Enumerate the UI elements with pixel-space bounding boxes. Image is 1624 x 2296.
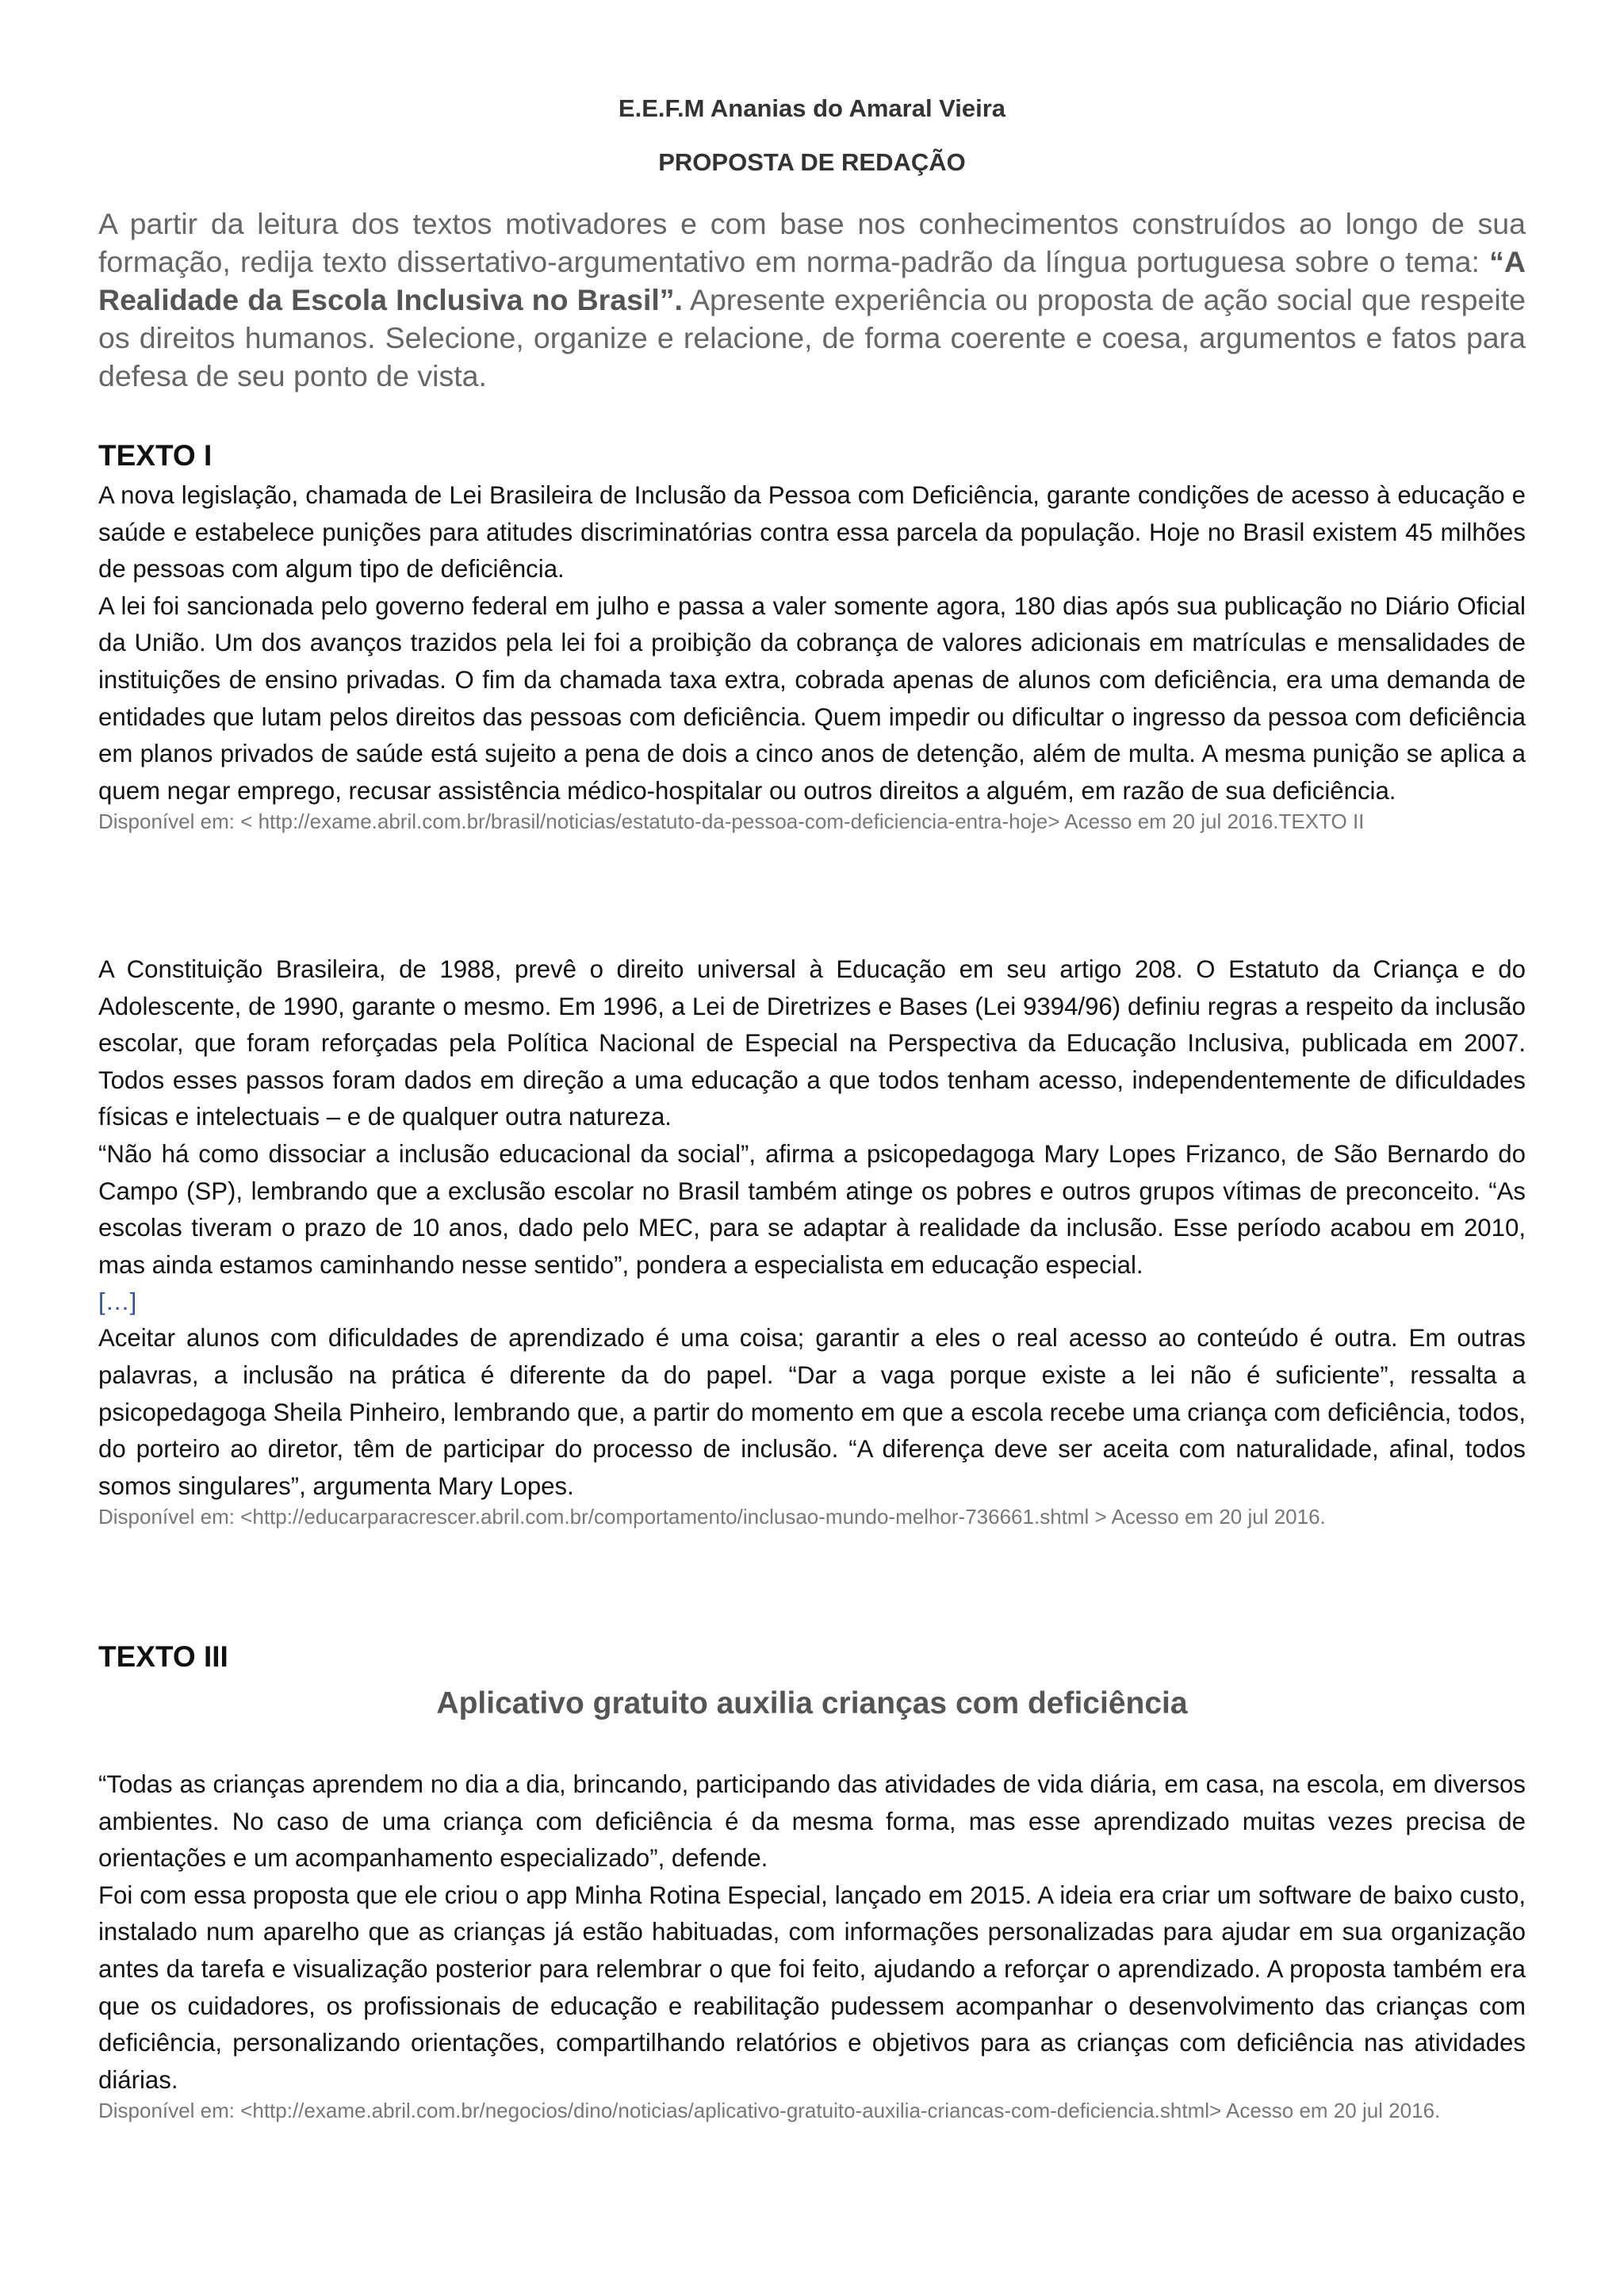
essay-prompt [98, 205, 1526, 395]
texto-3-subtitle-block [98, 1686, 1526, 1722]
prompt-before: A partir da leitura dos textos motivadores e com base nos conhecimentos construídos ao longo de sua formação, redija texto dissertativo-argumentativo em norma-padrão da língua portuguesa sobre o tema: [98, 207, 1526, 278]
texto-1-section [98, 438, 1526, 473]
texto-3-source: Disponível em: <http://exame.abril.com.br/negocios/dino/noticias/aplicativo-gratuito-auxilia-criancas-com-deficiencia.shtml> Acesso em 20 jul 2016. [98, 2099, 1441, 2123]
prompt-text [98, 205, 1526, 395]
texto-1-body [98, 477, 1526, 834]
proposal-title: PROPOSTA DE REDAÇÃO [658, 148, 966, 176]
prompt-after: Apresente experiência ou proposta de ação social que respeite os direitos humanos. Selecione, organize e relacione, de forma coerente e coesa, argumentos e fatos para defesa de seu ponto de vista. [98, 283, 1526, 392]
texto-3-paragraph: Foi com essa proposta que ele criou o app Minha Rotina Especial, lançado em 2015. A ideia era criar um software de baixo custo, instalado num aparelho que as crianças já estão habituadas, com informações personalizadas para ajudar em sua organização antes da tarefa e visualização posterior para relembrar o que foi feito, ajudando a reforçar o aprendizado. A proposta também era que os cuidadores, os profissionais de educação e reabilitação pudessem acompanhar o desenvolvimento das crianças com deficiência, personalizando orientações, compartilhando relatórios e objetivos para as crianças com deficiência nas atividades diárias. [98, 1881, 1526, 2094]
header [98, 94, 1526, 192]
texto-1-heading: TEXTO I [98, 439, 213, 472]
texto-1-paragraph: A nova legislação, chamada de Lei Brasileira de Inclusão da Pessoa com Deficiência, garante condições de acesso à educação e saúde e estabelece punições para atitudes discriminatórias contra essa parcela da população. Hoje no Brasil existem 45 milhões de pessoas com algum tipo de deficiência. [98, 481, 1526, 584]
texto-3-section [98, 1640, 1526, 1674]
texto-2-paragraph: A Constituição Brasileira, de 1988, prevê o direito universal à Educação em seu artigo 208. O Estatuto da Criança e do Adolescente, de 1990, garante o mesmo. Em 1996, a Lei de Diretrizes e Bases (Lei 9394/96) definiu regras a respeito da inclusão escolar, que foram reforçadas pela Política Nacional de Especial na Perspectiva da Educação Inclusiva, publicada em 2007. Todos esses passos foram dados em direção a uma educação a que todos tenham acesso, independentemente de dificuldades físicas e intelectuais – e de qualquer outra natureza. [98, 955, 1526, 1131]
texto-1-paragraph: A lei foi sancionada pelo governo federal em julho e passa a valer somente agora, 180 dias após sua publicação no Diário Oficial da União. Um dos avanços trazidos pela lei foi a proibição da cobrança de valores adicionais em matrículas e mensalidades de instituições de ensino privadas. O fim da chamada taxa extra, cobrada apenas de alunos com deficiência, era uma demanda de entidades que lutam pelos direitos das pessoas com deficiência. Quem impedir ou dificultar o ingresso da pessoa com deficiência em planos privados de saúde está sujeito a pena de dois a cinco anos de detenção, além de multa. A mesma punição se aplica a quem negar emprego, recusar assistência médico-hospitalar ou outros direitos a alguém, em razão de sua deficiência. [98, 591, 1526, 805]
texto-2-source: Disponível em: <http://educarparacrescer.abril.com.br/comportamento/inclusao-mundo-melhor-736661.shtml > Acesso em 20 jul 2016. [98, 1505, 1326, 1529]
texto-2-paragraph: “Não há como dissociar a inclusão educacional da social”, afirma a psicopedagoga Mary Lopes Frizanco, de São Bernardo do Campo (SP), lembrando que a exclusão escolar no Brasil também atinge os pobres e outros grupos vítimas de preconceito. “As escolas tiveram o prazo de 10 anos, dado pelo MEC, para se adaptar à realidade da inclusão. Esse período acabou em 2010, mas ainda estamos caminhando nesse sentido”, pondera a especialista em educação especial. [98, 1139, 1526, 1279]
texto-3-paragraph: “Todas as crianças aprendem no dia a dia, brincando, participando das atividades de vida diária, em casa, na escola, em diversos ambientes. No caso de uma criança com deficiência é da mesma forma, mas esse aprendizado muitas vezes precisa de orientações e um acompanhamento especializado”, defende. [98, 1770, 1526, 1873]
texto-2-ellipsis: […] [98, 1288, 137, 1316]
prompt-theme: “A Realidade da Escola Inclusiva no Brasil”. [98, 245, 1526, 316]
texto-3-body [98, 1766, 1526, 2123]
texto-3-subtitle: Aplicativo gratuito auxilia crianças com deficiência [436, 1686, 1188, 1720]
school-name: E.E.F.M Ananias do Amaral Vieira [618, 94, 1006, 122]
texto-2-paragraph: Aceitar alunos com dificuldades de aprendizado é uma coisa; garantir a eles o real acesso ao conteúdo é outra. Em outras palavras, a inclusão na prática é diferente da do papel. “Dar a vaga porque existe a lei não é suficiente”, ressalta a psicopedagoga Sheila Pinheiro, lembrando que, a partir do momento em que a escola recebe uma criança com deficiência, todos, do porteiro ao diretor, têm de participar do processo de inclusão. “A diferença deve ser aceita com naturalidade, afinal, todos somos singulares”, argumenta Mary Lopes. [98, 1324, 1526, 1500]
texto-2-body [98, 951, 1526, 1529]
texto-1-source: Disponível em: < http://exame.abril.com.br/brasil/noticias/estatuto-da-pessoa-com-deficiencia-entra-hoje> Acesso em 20 jul 2016.TEXTO II [98, 809, 1365, 834]
texto-3-heading: TEXTO III [98, 1640, 228, 1673]
